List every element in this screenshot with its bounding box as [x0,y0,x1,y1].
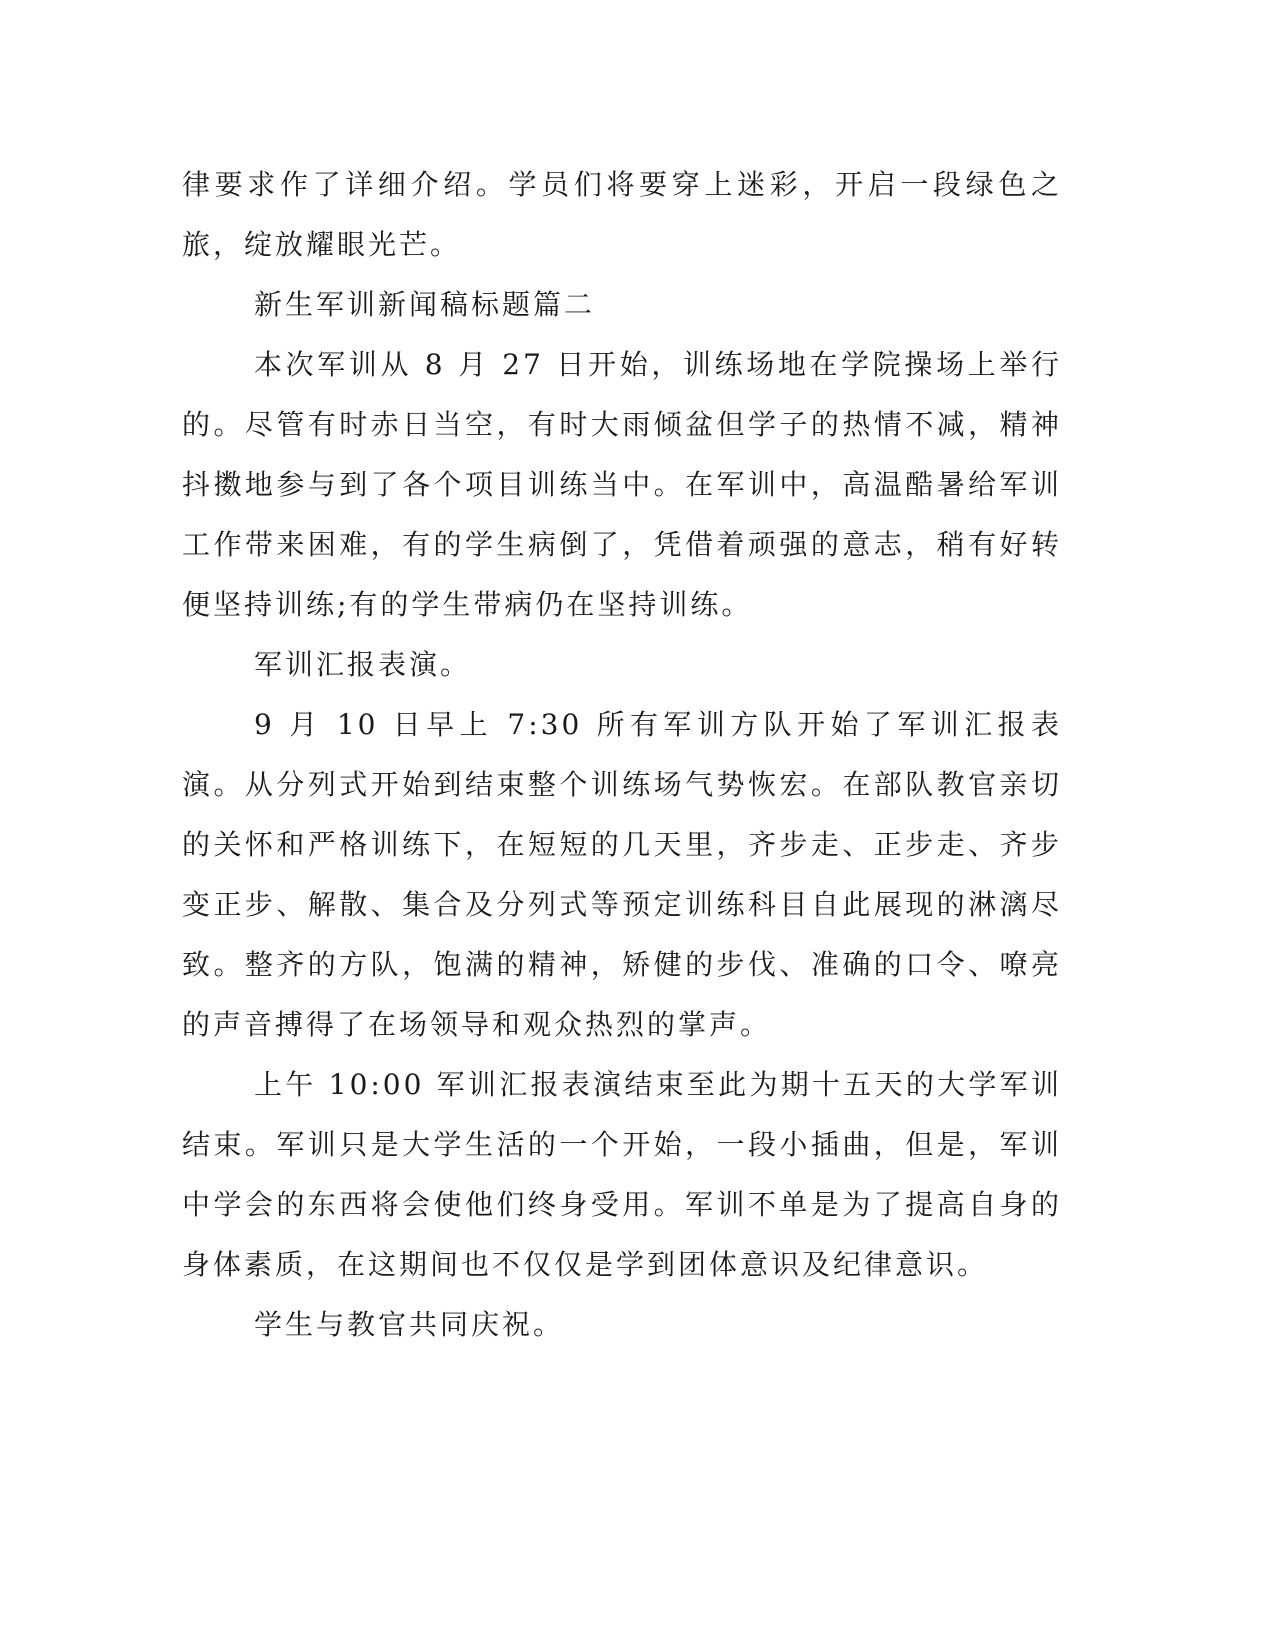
paragraph-continuation: 律要求作了详细介绍。学员们将要穿上迷彩，开启一段绿色之旅，绽放耀眼光芒。 [182,168,1062,261]
document-page [182,155,1062,1355]
subheading-celebration: 学生与教官共同庆祝。 [254,1308,565,1341]
paragraph-report-performance: 9 月 10 日早上 7:30 所有军训方队开始了军训汇报表演。从分列式开始到结束整个训练场气势恢宏。在部队教官亲切的关怀和严格训练下，在短短的几天里，齐步走、正步走、齐步变正步、解散、集合及分列式等预定训练科目自此展现的淋漓尽致。整齐的方队，饱满的精神，矫健的步伐、准确的口令、嘹亮的声音搏得了在场领导和观众热烈的掌声。 [182,708,1062,1041]
paragraph-training-end: 上午 10:00 军训汇报表演结束至此为期十五天的大学军训结束。军训只是大学生活的一个开始，一段小插曲，但是，军训中学会的东西将会使他们终身受用。军训不单是为了提高自身的身体素质，在这期间也不仅仅是学到团体意识及纪律意识。 [182,1068,1062,1281]
section-heading: 新生军训新闻稿标题篇二 [254,288,596,321]
subheading-report-performance: 军训汇报表演。 [254,648,472,681]
paragraph-training-start: 本次军训从 8 月 27 日开始，训练场地在学院操场上举行的。尽管有时赤日当空，有时大雨倾盆但学子的热情不减，精神抖擞地参与到了各个项目训练当中。在军训中，高温酷暑给军训工作带来困难，有的学生病倒了，凭借着顽强的意志，稍有好转便坚持训练;有的学生带病仍在坚持训练。 [182,348,1062,621]
